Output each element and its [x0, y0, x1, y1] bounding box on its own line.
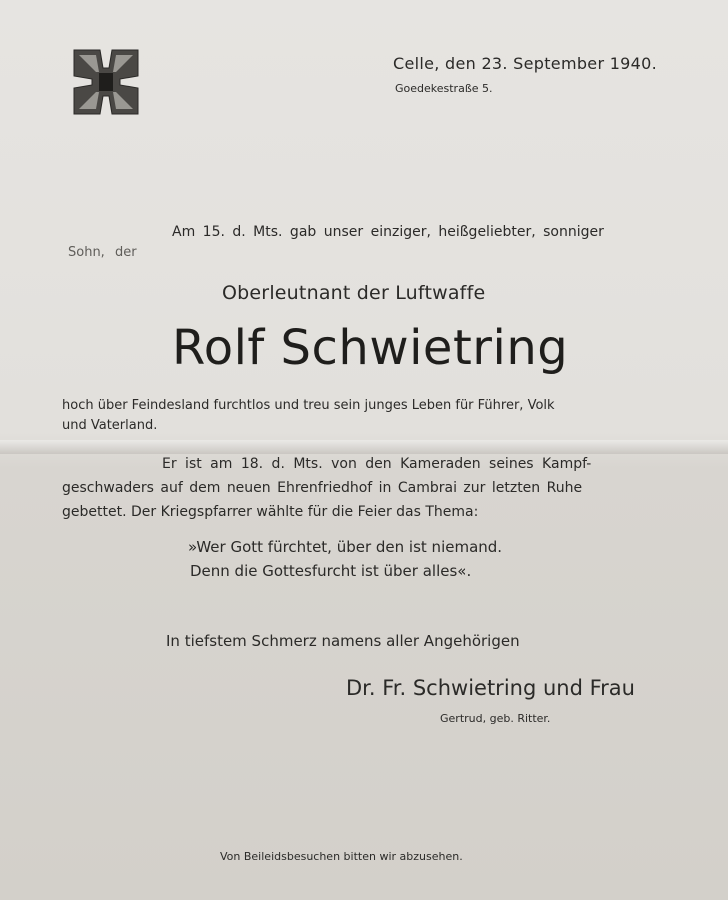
quote-line: Denn die Gottesfurcht ist über alles«.	[190, 562, 472, 580]
body-line-continued: und Vaterland.	[62, 418, 158, 433]
intro-line: Am 15. d. Mts. gab unser einziger, heißgeliebter, sonniger	[172, 224, 604, 240]
signer-name: Dr. Fr. Schwietring und Frau	[346, 676, 635, 700]
street-address: Goedekestraße 5.	[395, 82, 493, 95]
body-line: hoch über Feindesland furchtlos und treu sein junges Leben für Führer, Volk	[62, 398, 555, 413]
deceased-name: Rolf Schwietring	[172, 320, 569, 376]
grief-line: In tiefstem Schmerz namens aller Angehörigen	[166, 632, 520, 650]
wife-name: Gertrud, geb. Ritter.	[440, 712, 551, 725]
footer-note: Von Beileidsbesuchen bitten wir abzusehen.	[220, 850, 463, 863]
burial-line: gebettet. Der Kriegspfarrer wählte für die Feier das Thema:	[62, 504, 479, 520]
intro-line-continued: Sohn, der	[68, 245, 137, 260]
rank-title: Oberleutnant der Luftwaffe	[222, 282, 486, 304]
quote-line: »Wer Gott fürchtet, über den ist niemand.	[188, 538, 503, 556]
iron-cross-icon	[70, 46, 142, 118]
place-date: Celle, den 23. September 1940.	[393, 54, 658, 73]
burial-line: geschwaders auf dem neuen Ehrenfriedhof in Cambrai zur letzten Ruhe	[62, 480, 583, 496]
burial-line: Er ist am 18. d. Mts. von den Kameraden seines Kampf-	[162, 456, 592, 472]
paper-fold	[0, 440, 728, 454]
